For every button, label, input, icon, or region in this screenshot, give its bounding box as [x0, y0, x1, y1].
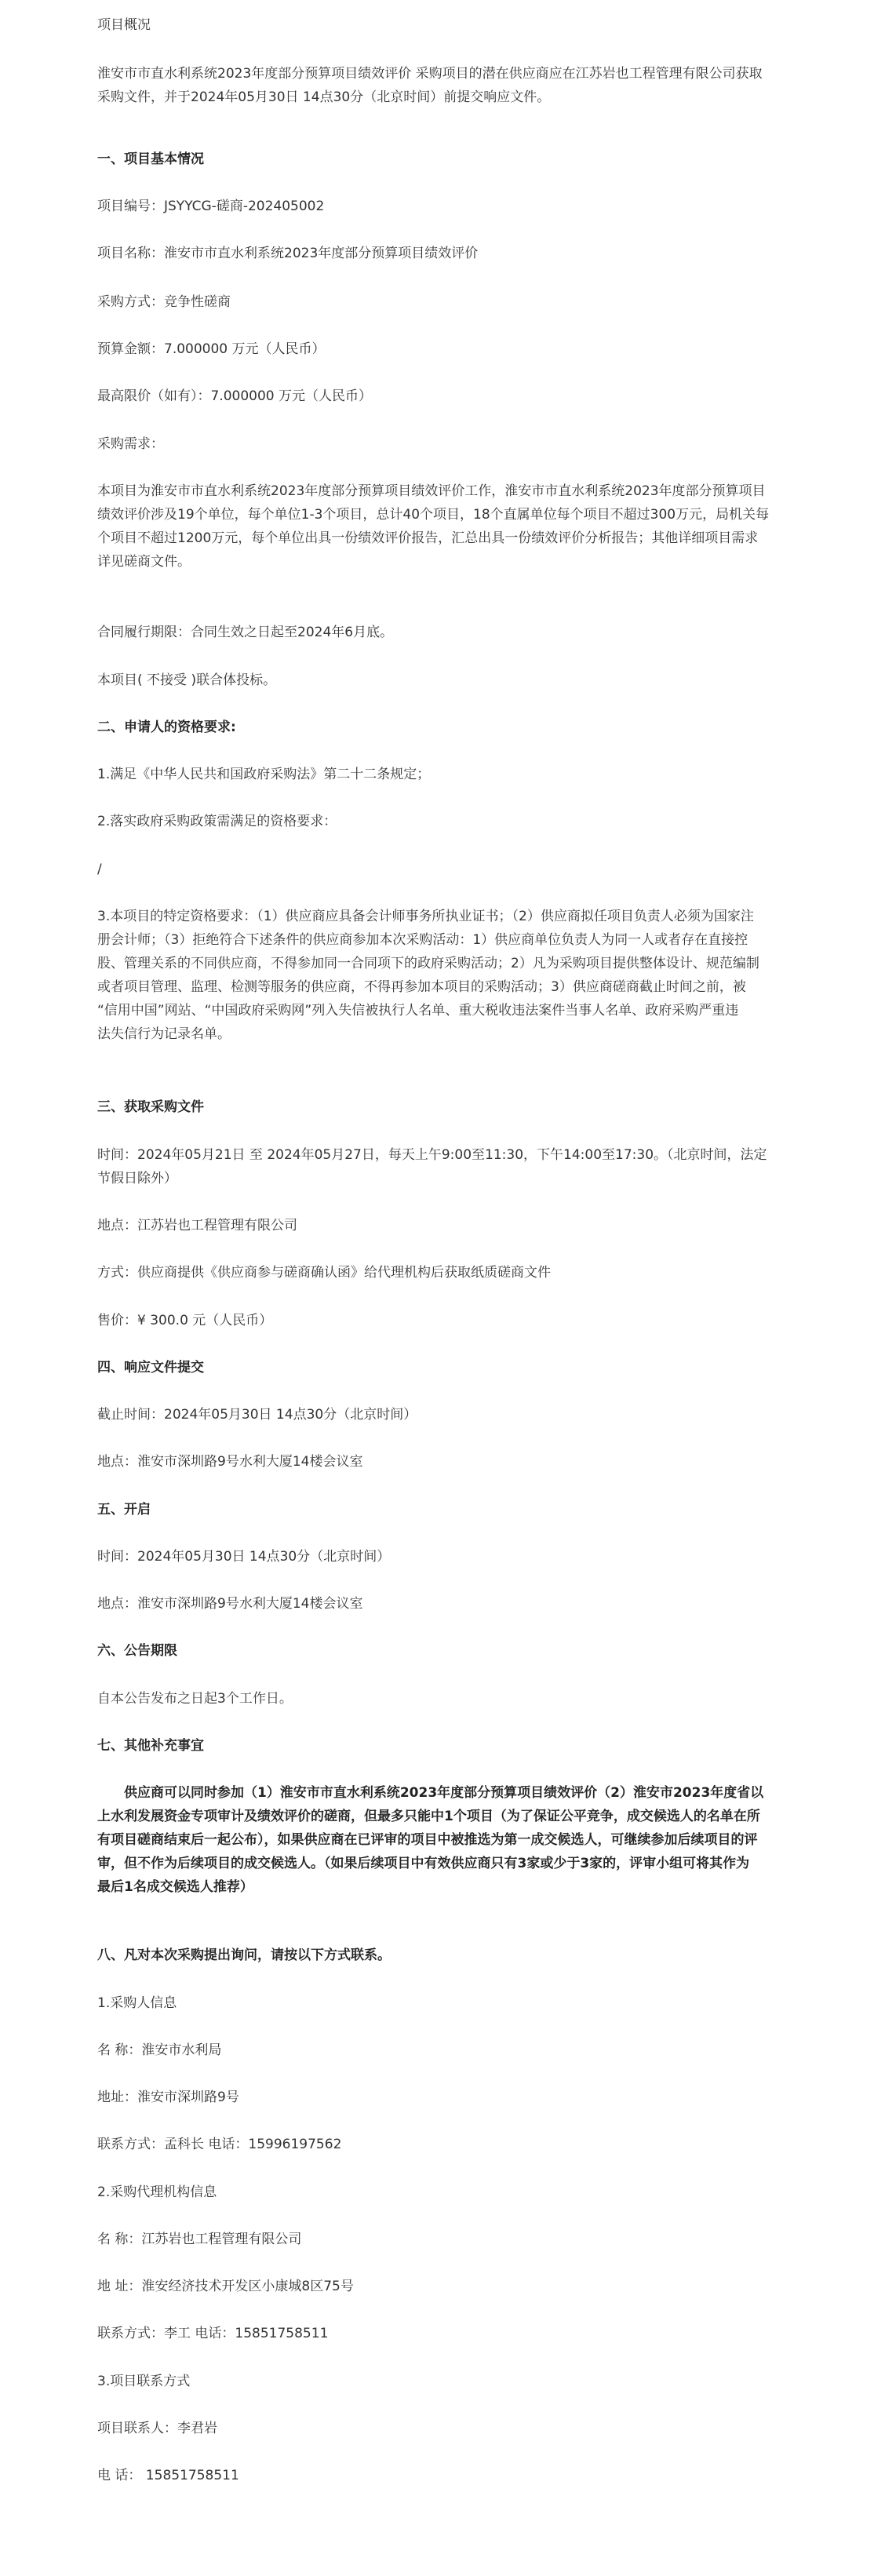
- qualification-line: 法失信行为记录名单。: [97, 1026, 231, 1042]
- section-7-title: 七、其他补充事宜: [97, 1738, 204, 1754]
- section-6-title: 六、公告期限: [97, 1643, 177, 1659]
- acquire-time-line: 节假日除外）: [97, 1171, 177, 1186]
- supplementary-line: 上水利发展资金专项审计及绩效评价的磋商，但最多只能中1个项目（为了保证公平竞争，成交候选人的名单在所: [97, 1809, 760, 1824]
- purchaser-info-title: 1.采购人信息: [97, 1995, 177, 2011]
- overview-title: 项目概况: [97, 17, 151, 33]
- demand-line: 本项目为淮安市市直水利系统2023年度部分预算项目绩效评价工作，淮安市市直水利系统2023年度部分预算项目: [97, 483, 766, 499]
- project-contact-person: 项目联系人：李君岩: [97, 2421, 217, 2436]
- section-5-title: 五、开启: [97, 1502, 151, 1518]
- supplementary-notes: [97, 1781, 763, 1899]
- section-8-title: 八、凡对本次采购提出询问，请按以下方式联系。: [97, 1947, 391, 1963]
- agency-name: 名 称：江苏岩也工程管理有限公司: [97, 2232, 302, 2247]
- supplementary-line: 审，但不作为后续项目的成交候选人。（如果后续项目中有效供应商只有3家或少于3家的，评审小组可将其作为: [97, 1856, 750, 1871]
- purchaser-name: 名 称：淮安市水利局: [97, 2042, 222, 2058]
- opening-place: 地点：淮安市深圳路9号水利大厦14楼会议室: [97, 1596, 363, 1612]
- supplementary-line: 有项目磋商结束后一起公布），如果供应商在已评审的项目中被推选为第一成交候选人，可继续参加后续项目的评: [97, 1832, 758, 1848]
- qualification-item-3: [97, 905, 759, 1046]
- purchaser-contact: 联系方式：孟科长 电话：15996197562: [97, 2137, 342, 2152]
- contract-period: 合同履行期限：合同生效之日起至2024年6月底。: [97, 625, 394, 640]
- qualification-line: 册会计师；（3）拒绝符合下述条件的供应商参加本次采购活动：1）供应商单位负责人为同一人或者存在直接控: [97, 932, 748, 948]
- agency-address: 地 址：淮安经济技术开发区小康城8区75号: [97, 2279, 354, 2294]
- acquire-time-line: 时间：2024年05月21日 至 2024年05月27日，每天上午9:00至11:30，下午14:00至17:30。（北京时间，法定: [97, 1147, 767, 1163]
- document-price: 售价：¥ 300.0 元（人民币）: [97, 1313, 273, 1328]
- project-number: 项目编号：JSYYCG-磋商-202405002: [97, 199, 325, 214]
- acquire-time: [97, 1143, 767, 1190]
- qualification-item-1: 1.满足《中华人民共和国政府采购法》第二十二条规定；: [97, 767, 431, 782]
- max-price: 最高限价（如有）：7.000000 万元（人民币）: [97, 388, 373, 404]
- announcement-period: 自本公告发布之日起3个工作日。: [97, 1691, 293, 1707]
- project-contact-phone: 电 话： 15851758511: [97, 2468, 239, 2483]
- qualification-item-2: 2.落实政府采购政策需满足的资格要求：: [97, 814, 337, 829]
- qualification-line: “信用中国”网站、“中国政府采购网”列入失信被执行人名单、重大税收违法案件当事人名单、政府采购严重违: [97, 1003, 739, 1018]
- supplementary-line: 最后1名成交候选人推荐）: [97, 1879, 253, 1895]
- demand-label: 采购需求：: [97, 436, 164, 452]
- demand-line: 详见磋商文件。: [97, 554, 191, 570]
- overview-line: 采购文件，并于2024年05月30日 14点30分（北京时间）前提交响应文件。: [97, 89, 551, 105]
- qualification-line: 股、管理关系的不同供应商，不得参加同一合同项下的政府采购活动；2）凡为采购项目提供整体设计、规范编制: [97, 956, 759, 971]
- section-3-title: 三、获取采购文件: [97, 1099, 204, 1115]
- acquire-place: 地点：江苏岩也工程管理有限公司: [97, 1218, 297, 1233]
- agency-contact: 联系方式：李工 电话：15851758511: [97, 2326, 329, 2341]
- overview-paragraph: [97, 62, 763, 109]
- consortium-policy: 本项目( 不接受 )联合体投标。: [97, 672, 277, 688]
- acquire-method: 方式：供应商提供《供应商参与磋商确认函》给代理机构后获取纸质磋商文件: [97, 1265, 551, 1281]
- opening-time: 时间：2024年05月30日 14点30分（北京时间）: [97, 1549, 391, 1565]
- project-name: 项目名称：淮安市市直水利系统2023年度部分预算项目绩效评价: [97, 246, 479, 261]
- budget-amount: 预算金额：7.000000 万元（人民币）: [97, 341, 326, 357]
- section-1-title: 一、项目基本情况: [97, 151, 204, 167]
- submission-place: 地点：淮安市深圳路9号水利大厦14楼会议室: [97, 1454, 363, 1470]
- section-2-title: 二、申请人的资格要求:: [97, 720, 236, 735]
- qualification-line: 3.本项目的特定资格要求：（1）供应商应具备会计师事务所执业证书；（2）供应商拟任项目负责人必须为国家注: [97, 909, 754, 924]
- procurement-method: 采购方式：竞争性磋商: [97, 294, 231, 310]
- demand-paragraph: [97, 479, 769, 574]
- demand-line: 个项目不超过1200万元，每个单位出具一份绩效评价报告，汇总出具一份绩效评价分析报告；其他详细项目需求: [97, 530, 759, 546]
- qualification-line: 或者项目管理、监理、检测等服务的供应商，不得再参加本项目的采购活动；3）供应商磋商截止时间之前，被: [97, 979, 746, 995]
- qualification-item-2-value: /: [97, 862, 102, 877]
- agency-info-title: 2.采购代理机构信息: [97, 2184, 217, 2200]
- overview-line: 淮安市市直水利系统2023年度部分预算项目绩效评价 采购项目的潜在供应商应在江苏岩也工程管理有限公司获取: [97, 66, 763, 82]
- purchaser-address: 地址：淮安市深圳路9号: [97, 2090, 239, 2105]
- demand-line: 绩效评价涉及19个单位，每个单位1-3个项目，总计40个项目，18个直属单位每个项目不超过300万元，局机关每: [97, 507, 770, 523]
- section-4-title: 四、响应文件提交: [97, 1360, 204, 1375]
- supplementary-line: 供应商可以同时参加（1）淮安市市直水利系统2023年度部分预算项目绩效评价（2）淮安市2023年度省以: [124, 1785, 764, 1801]
- project-contact-title: 3.项目联系方式: [97, 2374, 191, 2389]
- submission-deadline: 截止时间：2024年05月30日 14点30分（北京时间）: [97, 1407, 417, 1423]
